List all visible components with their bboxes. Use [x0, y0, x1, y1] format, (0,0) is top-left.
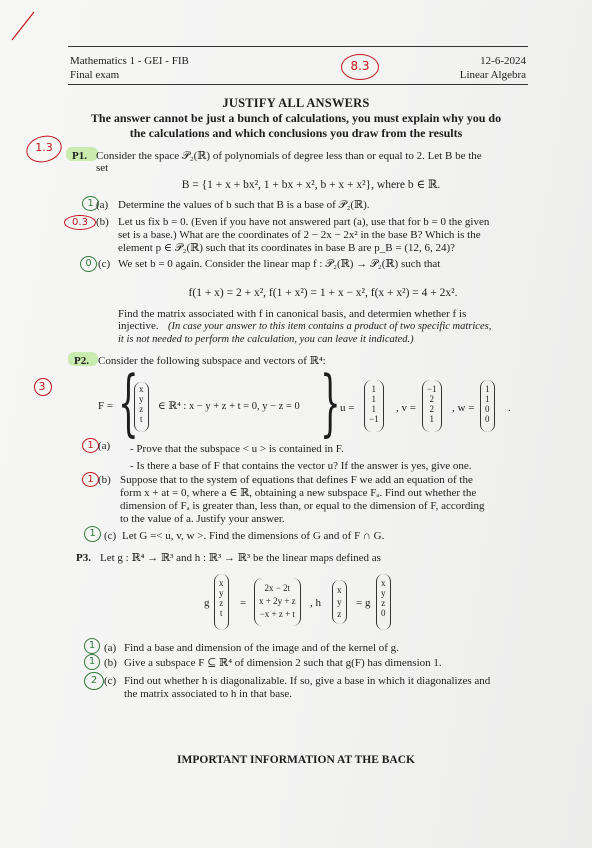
p1b-line1: Let us fix b = 0. (Even if you have not answered part (a), use that for b = 0 the given: [118, 216, 490, 228]
subject-name: Linear Algebra: [459, 69, 526, 81]
p2a-item2: - Is there a base of F that contains the vector u? If the answer is yes, give one.: [130, 460, 472, 472]
w-vector: [480, 380, 495, 432]
v-entry: −1: [427, 384, 437, 394]
h-out-entry: z: [381, 598, 386, 608]
instructions-line2: the calculations and which conclusions you draw from the results: [129, 126, 463, 140]
exam-date: 12-6-2024: [480, 55, 526, 67]
h-output-vector: [376, 574, 391, 630]
F-var: y: [139, 394, 144, 404]
g-in-var: z: [219, 598, 224, 608]
h-in-var: x: [337, 585, 342, 595]
p3b-mark: 1: [84, 654, 100, 670]
p3b-label: (b): [104, 657, 117, 669]
u-vector: [364, 380, 384, 432]
F-var: t: [139, 414, 143, 424]
p2c-text: Let G =< u, v, w >. Find the dimensions of G and of F ∩ G.: [122, 530, 385, 542]
p1b-line3: element p ∈ 𝒫₂(ℝ) such that its coordinates in base B are p_B = (12, 6, 24)?: [118, 242, 456, 254]
p3a-label: (a): [104, 642, 117, 654]
p1c-text: We set b = 0 again. Consider the linear map f : 𝒫₂(ℝ) → 𝒫₂(ℝ) such that: [118, 258, 441, 270]
p3c-line1: Find out whether h is diagonalizable. If so, give a base in which it diagonalizes and: [124, 675, 491, 687]
instructions-title: JUSTIFY ALL ANSWERS: [222, 96, 370, 110]
h-name: , h: [310, 597, 321, 609]
p2b-line4: to the value of a. Justify your answer.: [120, 513, 285, 525]
h-out-entry: y: [381, 588, 386, 598]
g-in-var: t: [219, 608, 223, 618]
g-out-entry: −x + z + t: [259, 609, 295, 619]
p3c-mark: 2: [84, 672, 104, 690]
p1b-mark: 0.3: [64, 215, 96, 230]
vectors-period: .: [508, 402, 511, 414]
h-in-var: y: [337, 597, 342, 607]
p2a-mark: 1: [82, 438, 99, 453]
p1-score-mark: 1.3: [35, 141, 53, 154]
p2c-mark: 1: [84, 526, 101, 542]
exam-type: Final exam: [70, 69, 120, 81]
header-top-rule: [68, 46, 528, 47]
g-equals: =: [240, 597, 247, 609]
g-in-var: y: [219, 588, 224, 598]
p3-label: P3.: [76, 552, 91, 564]
u-entry: 1: [371, 384, 377, 394]
F-vector: [134, 382, 149, 432]
p2-intro: Consider the following subspace and vectors of ℝ⁴:: [98, 355, 326, 367]
w-entry: 0: [485, 404, 490, 414]
p2c-label: (c): [104, 530, 117, 542]
F-right-brace: }: [320, 360, 341, 444]
w-entry: 1: [485, 384, 490, 394]
p1b-line2: set is a base.) What are the coordinates of 2 − 2x − 2x² in the base B? Which is the: [118, 229, 481, 241]
h-out-entry: 0: [381, 608, 386, 618]
v-entry: 1: [429, 414, 435, 424]
p1a-text: Determine the values of b such that B is a base of 𝒫₂(ℝ).: [118, 199, 370, 211]
p3a-mark: 1: [84, 638, 100, 654]
u-entry: −1: [369, 414, 379, 424]
p2a-item1: - Prove that the subspace < u > is contained in F.: [130, 443, 344, 455]
header-bottom-rule: [68, 84, 528, 85]
p2b-line3: dimension of Fₐ is greater than, less than, or equal to the dimension of F, according: [120, 500, 485, 512]
g-input-vector: [214, 574, 229, 630]
p3c-line2: the matrix associated to h in that base.: [124, 688, 293, 700]
v-entry: 2: [429, 394, 435, 404]
F-left-brace: {: [118, 360, 139, 444]
p1a-label: (a): [96, 199, 109, 211]
w-label: , w =: [452, 402, 475, 414]
g-in-var: x: [219, 578, 224, 588]
v-vector: [422, 380, 442, 432]
p2-label: P2.: [74, 355, 89, 367]
p1c-map-equation: f(1 + x) = 2 + x², f(1 + x²) = 1 + x − x², f(x + x²) = 4 + 2x².: [188, 287, 458, 299]
p1c-line1: Find the matrix associated with f in canonical basis, and determien whether f is: [118, 308, 467, 320]
p2-score-mark: 3: [38, 380, 46, 393]
h-input-vector: [332, 580, 347, 624]
p2b-line2: form x + at = 0, where a ∈ ℝ, obtaining a new subspace Fₐ. Find out whether the: [120, 487, 477, 499]
p2b-mark: 1: [82, 472, 99, 487]
h-in-var: z: [337, 609, 342, 619]
grade-mark: 8.3: [350, 59, 370, 73]
p1c-mark: 0: [80, 256, 97, 272]
h-equals-g: = g: [356, 597, 371, 609]
g-out-entry: 2x − 2t: [264, 583, 291, 593]
p1c-note1: (In case your answer to this item contains a product of two specific matrices,: [168, 321, 492, 332]
p1a-mark: 1: [82, 196, 99, 211]
g-out-entry: x + 2y + z: [259, 596, 296, 606]
p1c-line2: injective.: [118, 320, 159, 332]
p3a-text: Find a base and dimension of the image and of the kernel of g.: [124, 642, 399, 654]
p1-set-equation: B = {1 + x + bx², 1 + bx + x², b + x + x²}, where b ∈ ℝ.: [181, 179, 441, 191]
p1c-note2: it is not needed to perform the calculation, you can leave it indicated.): [118, 334, 414, 345]
p2b-label: (b): [98, 474, 111, 486]
F-var: z: [139, 404, 144, 414]
p3c-label: (c): [104, 675, 117, 687]
footer-notice: IMPORTANT INFORMATION AT THE BACK: [177, 754, 415, 766]
v-entry: 2: [429, 404, 435, 414]
u-label: u =: [340, 402, 355, 414]
p1c-label: (c): [98, 258, 111, 270]
h-out-entry: x: [381, 578, 386, 588]
p1-intro-line2: set: [96, 162, 109, 174]
u-entry: 1: [371, 394, 377, 404]
w-entry: 1: [485, 394, 490, 404]
p1b-label: (b): [96, 216, 109, 228]
w-entry: 0: [485, 414, 490, 424]
F-label: F =: [98, 400, 114, 412]
p3b-text: Give a subspace F ⊆ ℝ⁴ of dimension 2 such that g(F) has dimension 1.: [124, 657, 442, 669]
p2b-line1: Suppose that to the system of equations that defines F we add an equation of the: [120, 474, 473, 486]
p1-label: P1.: [72, 150, 87, 162]
g-output-vector: [254, 578, 301, 626]
course-name: Mathematics 1 - GEI - FIB: [70, 55, 189, 67]
u-entry: 1: [371, 404, 377, 414]
g-name: g: [204, 597, 210, 609]
pen-stroke-mark: [8, 8, 38, 44]
instructions-line1: The answer cannot be just a bunch of calculations, you must explain why you do: [90, 111, 502, 125]
v-label: , v =: [396, 402, 416, 414]
p3-intro: Let g : ℝ⁴ → ℝ³ and h : ℝ³ → ℝ³ be the linear maps defined as: [100, 552, 381, 564]
p2a-label: (a): [98, 440, 111, 452]
F-condition: ∈ ℝ⁴ : x − y + z + t = 0, y − z = 0: [158, 401, 300, 412]
F-var: x: [139, 384, 144, 394]
p1-intro-line1: Consider the space 𝒫₂(ℝ) of polynomials of degree less than or equal to 2. Let B be the: [96, 150, 482, 162]
